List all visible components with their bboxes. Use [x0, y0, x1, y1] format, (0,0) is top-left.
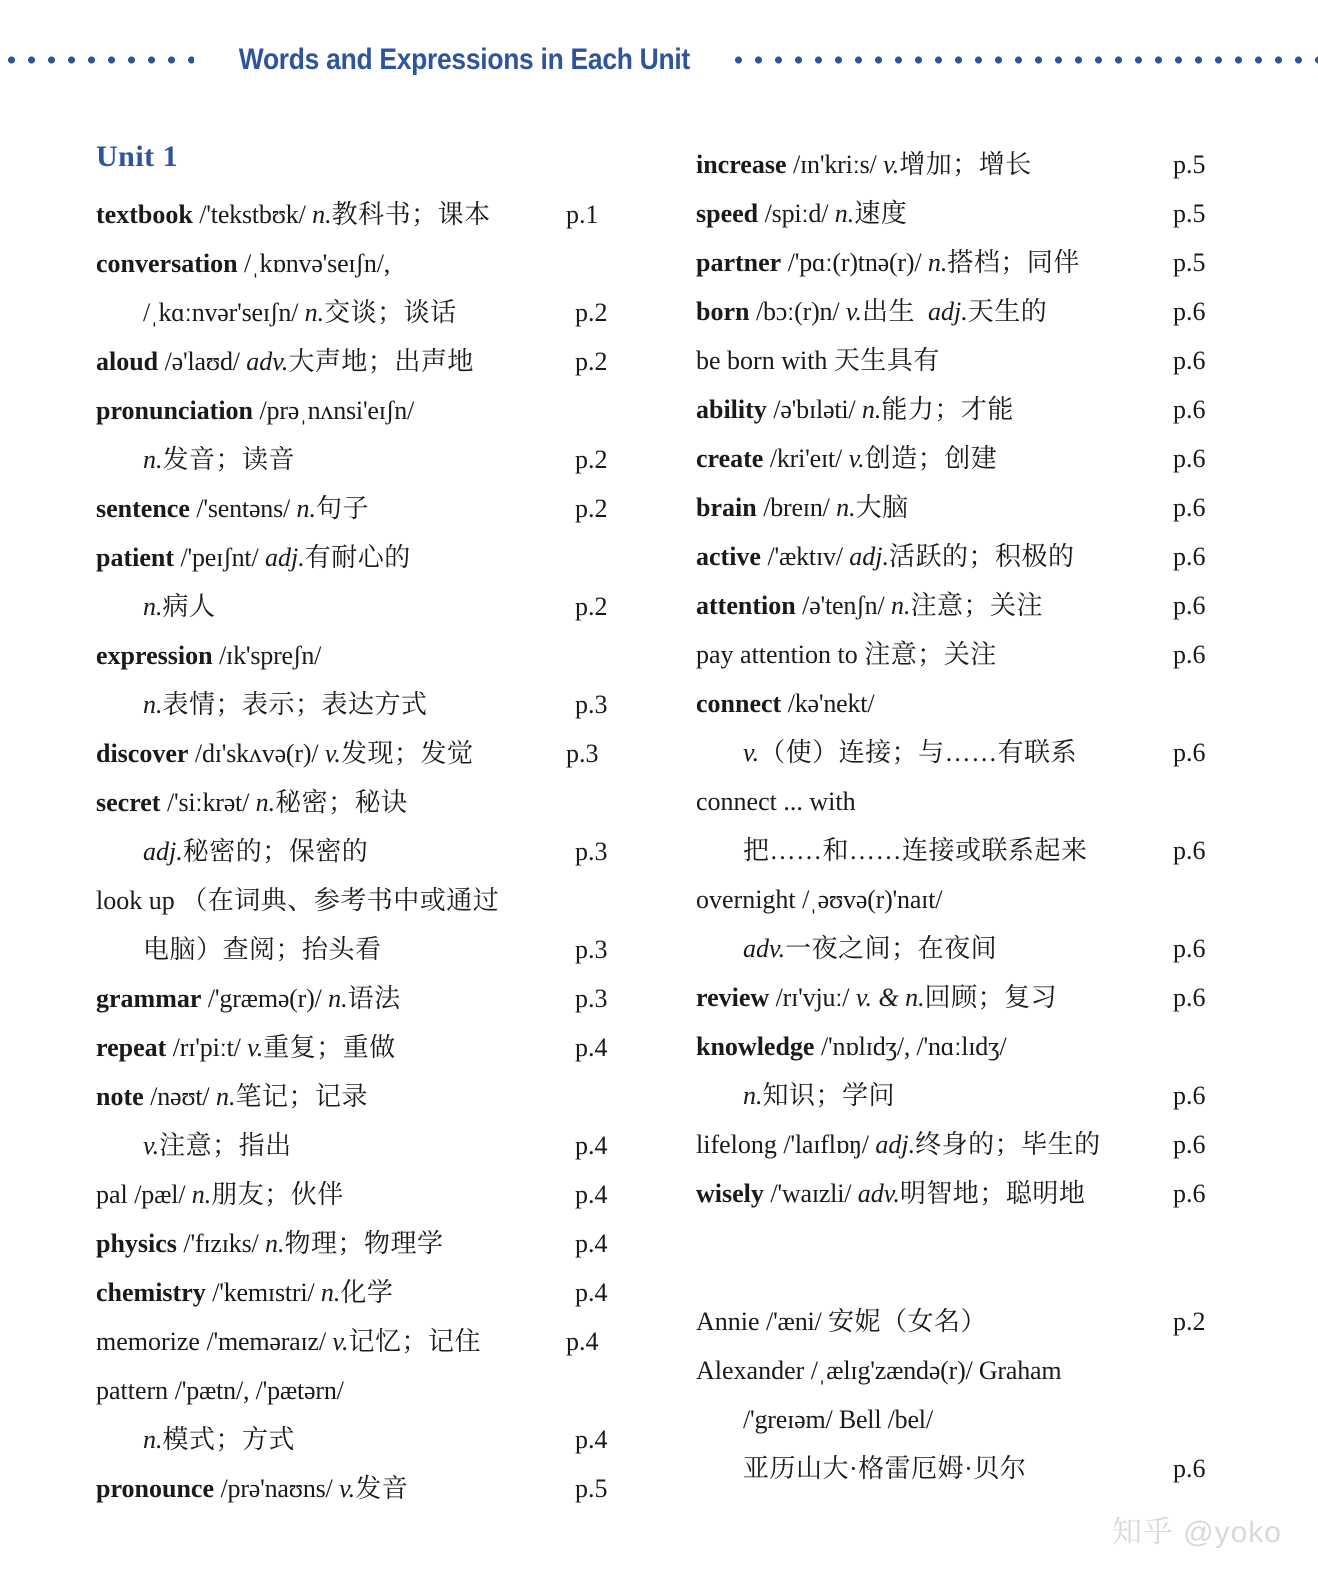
part-of-speech: adj.: [849, 542, 890, 571]
vocabulary-entry: [96, 1219, 660, 1268]
part-of-speech: n.: [836, 493, 856, 522]
headword: note: [96, 1082, 144, 1111]
part-of-speech: n.: [312, 200, 332, 229]
headword: create: [696, 444, 764, 473]
chinese-gloss: 句子: [316, 494, 370, 523]
headword: Alexander: [696, 1356, 805, 1385]
part-of-speech: n.: [304, 298, 325, 327]
vocabulary-entry: [96, 631, 660, 729]
page-reference: p.2: [575, 592, 608, 621]
page-reference: p.2: [575, 298, 608, 327]
headword: connect ... with: [696, 787, 856, 816]
headword: chemistry: [96, 1278, 206, 1307]
page-reference: p.4: [575, 1229, 608, 1258]
page-reference: p.5: [1173, 150, 1206, 179]
part-of-speech: n.: [191, 1180, 212, 1209]
headword: textbook: [96, 200, 193, 229]
entry-line: [96, 1023, 660, 1072]
phonetic-transcription: /'waɪzli/: [770, 1179, 852, 1208]
chinese-gloss: 物理；物理学: [284, 1229, 444, 1258]
page-reference: p.6: [1173, 1179, 1206, 1208]
headword: pattern: [96, 1376, 169, 1405]
part-of-speech: adj.: [143, 837, 183, 866]
headword: lifelong: [696, 1130, 777, 1159]
vocabulary-list-left: [96, 190, 660, 1513]
phonetic-transcription: /spiːd/: [764, 199, 829, 228]
part-of-speech: v.: [339, 1474, 356, 1503]
phonetic-transcription: /'greɪəm/ Bell /bel/: [743, 1405, 933, 1434]
chinese-gloss: 能力；才能: [881, 395, 1014, 424]
page-reference: p.3: [575, 690, 608, 719]
part-of-speech: n.: [890, 591, 911, 620]
phonetic-transcription: /ˌkɑːnvər'seɪʃn/: [143, 298, 299, 327]
page-reference: p.3: [575, 935, 608, 964]
page-reference: p.6: [1173, 297, 1206, 326]
headword: born: [696, 297, 750, 326]
part-of-speech: n.: [296, 494, 317, 523]
page-reference: p.4: [575, 1033, 608, 1062]
chinese-gloss: 模式；方式: [162, 1425, 296, 1454]
chinese-gloss: 天生的: [967, 297, 1048, 326]
chinese-gloss: 化学: [340, 1278, 394, 1307]
chinese-gloss: 教科书；课本: [331, 200, 491, 229]
phonetic-transcription: /'pætn/, /'pætərn/: [174, 1376, 344, 1405]
phonetic-transcription: /'sentəns/: [196, 494, 291, 523]
entry-line: [96, 827, 660, 876]
part-of-speech: n.: [743, 1081, 763, 1110]
vocabulary-entry: [96, 974, 660, 1023]
entry-line: [696, 1395, 933, 1444]
headword: physics: [96, 1229, 177, 1258]
headword: pronunciation: [96, 396, 254, 425]
page-reference: p.6: [1173, 444, 1206, 473]
part-of-speech: n.: [265, 1229, 285, 1258]
vocabulary-entry: [96, 386, 660, 484]
phonetic-transcription: /prəˌnʌnsi'eɪʃn/: [259, 396, 415, 425]
phonetic-transcription: /kri'eɪt/: [769, 444, 843, 473]
entry-line: [96, 680, 660, 729]
part-of-speech: v.: [247, 1033, 264, 1062]
page-reference: p.2: [575, 347, 608, 376]
vocabulary-entry: [96, 1023, 660, 1072]
entry-line: [96, 1170, 660, 1219]
entry-line: [96, 1219, 660, 1268]
page-reference: p.6: [1173, 1454, 1206, 1483]
chinese-gloss: 安妮（女名）: [828, 1307, 988, 1336]
chinese-gloss: 交谈；谈话: [324, 298, 457, 327]
part-of-speech: n.: [143, 1425, 163, 1454]
vocabulary-entry: [96, 337, 660, 386]
part-of-speech: n.: [328, 984, 348, 1013]
chinese-gloss: 记忆；记住: [348, 1327, 482, 1356]
entry-line: [96, 484, 660, 533]
headword: connect: [696, 689, 782, 718]
headword: sentence: [96, 494, 190, 523]
chinese-gloss: 速度: [854, 199, 908, 228]
page-reference: p.3: [566, 739, 599, 768]
phonetic-transcription: /ɪk'spreʃn/: [219, 641, 322, 670]
entry-line: [96, 239, 660, 288]
headword: ability: [696, 395, 767, 424]
chinese-gloss: 表情；表示；表达方式: [162, 690, 428, 719]
chinese-gloss: 朋友；伙伴: [211, 1180, 344, 1209]
vocabulary-entry: [96, 1170, 660, 1219]
chinese-gloss: 终身的；毕生的: [915, 1130, 1101, 1159]
entry-line: [96, 1268, 660, 1317]
phonetic-transcription: /nəʊt/: [150, 1082, 210, 1111]
entry-line: [96, 190, 660, 239]
entry-line: [96, 533, 660, 582]
part-of-speech: n.: [215, 1082, 236, 1111]
chinese-gloss: 病人: [162, 592, 216, 621]
part-of-speech: n.: [143, 690, 163, 719]
headword: secret: [96, 788, 161, 817]
entry-line: [96, 1121, 660, 1170]
entry-line: [96, 435, 660, 484]
headword: Annie: [696, 1307, 760, 1336]
part-of-speech: n.: [255, 788, 276, 817]
entry-line: [96, 1072, 660, 1121]
chinese-gloss: 大声地；出声地: [288, 347, 474, 376]
chinese-gloss: 明智地；聪明地: [899, 1179, 1086, 1208]
part-of-speech: adj.: [928, 297, 968, 326]
entry-line: [696, 924, 1206, 973]
entry-line: [96, 876, 660, 925]
headword: discover: [96, 739, 189, 768]
phonetic-transcription: /kə'nekt/: [787, 689, 875, 718]
entry-line: [696, 1071, 1206, 1120]
page-reference: p.6: [1173, 640, 1206, 669]
part-of-speech: v. & n.: [855, 983, 925, 1012]
headword: memorize: [96, 1327, 200, 1356]
page-reference: p.6: [1173, 542, 1206, 571]
page-reference: p.4: [575, 1278, 608, 1307]
entry-line: [96, 288, 660, 337]
phonetic-transcription: /'nɒlɪdʒ/, /'nɑːlɪdʒ/: [820, 1032, 1007, 1061]
phonetic-transcription: /ə'laʊd/: [164, 347, 240, 376]
headword: speed: [696, 199, 759, 228]
vocabulary-entry: [96, 239, 660, 337]
entry-line: [96, 1366, 660, 1415]
headword: be born with: [696, 346, 828, 375]
headword: review: [696, 983, 770, 1012]
page-reference: p.2: [1173, 1307, 1206, 1336]
page-reference: p.1: [566, 200, 599, 229]
part-of-speech: n.: [143, 445, 163, 474]
part-of-speech: v.: [743, 738, 760, 767]
part-of-speech: v.: [324, 739, 341, 768]
page-reference: p.6: [1173, 591, 1206, 620]
chinese-gloss: 出生: [861, 297, 915, 326]
page-reference: p.6: [1173, 493, 1206, 522]
chinese-gloss: 大脑: [855, 493, 909, 522]
part-of-speech: n.: [861, 395, 882, 424]
page-reference: p.2: [575, 445, 608, 474]
part-of-speech: v.: [143, 1131, 160, 1160]
page-reference: p.6: [1173, 983, 1206, 1012]
phonetic-transcription: /'meməraɪz/: [206, 1327, 326, 1356]
phonetic-transcription: /rɪ'piːt/: [172, 1033, 241, 1062]
phonetic-transcription: /breɪn/: [763, 493, 830, 522]
entry-line: [96, 582, 660, 631]
phonetic-transcription: /ə'tenʃn/: [802, 591, 885, 620]
part-of-speech: n.: [834, 199, 855, 228]
headword: aloud: [96, 347, 159, 376]
chinese-gloss: 知识；学问: [762, 1081, 896, 1110]
phonetic-transcription: /'æni/: [766, 1307, 822, 1336]
phonetic-transcription: /ˌælɪg'zændə(r)/ Graham: [810, 1356, 1062, 1385]
headword: pronounce: [96, 1474, 214, 1503]
page-reference: p.3: [575, 837, 608, 866]
chinese-gloss: （在词典、参考书中或通过: [181, 886, 500, 915]
page-reference: p.6: [1173, 395, 1206, 424]
headword: look up: [96, 886, 175, 915]
headword: pal: [96, 1180, 128, 1209]
vocabulary-entry: [96, 484, 660, 533]
phonetic-transcription: /pæl/: [134, 1180, 186, 1209]
chinese-gloss: 重复；重做: [263, 1033, 396, 1062]
vocabulary-entry: [96, 533, 660, 631]
entry-line: [96, 974, 660, 1023]
phonetic-transcription: /ˌkɒnvə'seɪʃn/,: [244, 249, 391, 278]
phonetic-transcription: /'peɪʃnt/: [180, 543, 259, 572]
entry-line: [96, 1317, 660, 1366]
headword: increase: [696, 150, 787, 179]
part-of-speech: v.: [845, 297, 862, 326]
chinese-gloss: 增加；增长: [899, 150, 1032, 179]
page-reference: p.4: [566, 1327, 599, 1356]
chinese-gloss: 有耐心的: [304, 543, 411, 572]
headword: wisely: [696, 1179, 764, 1208]
entry-line: [96, 778, 660, 827]
vocabulary-entry: [96, 1464, 660, 1513]
phonetic-transcription: /'fɪzɪks/: [183, 1229, 259, 1258]
chinese-gloss: 回顾；复习: [924, 983, 1058, 1012]
chinese-gloss: （使）连接；与……有联系: [759, 738, 1078, 767]
entry-line: [96, 386, 660, 435]
page-reference: p.5: [1173, 248, 1206, 277]
phonetic-transcription: /'græmə(r)/: [207, 984, 322, 1013]
phonetic-transcription: /'tekstbʊk/: [199, 200, 306, 229]
chinese-gloss: 发音: [355, 1474, 409, 1503]
phonetic-transcription: /'kemɪstri/: [212, 1278, 315, 1307]
chinese-gloss: 注意；关注: [864, 640, 997, 669]
phonetic-transcription: /prə'naʊns/: [220, 1474, 333, 1503]
page-reference: p.6: [1173, 346, 1206, 375]
header-dots-left: [8, 38, 194, 82]
headword: knowledge: [696, 1032, 815, 1061]
vocabulary-entry: [96, 729, 660, 778]
entry-line: [696, 826, 1206, 875]
chinese-gloss: 语法: [347, 984, 401, 1013]
vocabulary-entry: [96, 1366, 660, 1464]
page-reference: p.6: [1173, 1081, 1206, 1110]
entry-line: [96, 1415, 660, 1464]
phonetic-transcription: /bɔː(r)n/: [755, 297, 840, 326]
chinese-gloss: 活跃的；积极的: [889, 542, 1075, 571]
chinese-gloss: 天生具有: [833, 346, 940, 375]
phonetic-transcription: /rɪ'vjuː/: [775, 983, 850, 1012]
phonetic-transcription: /ɪn'kriːs/: [793, 150, 877, 179]
chinese-gloss: 把……和……连接或联系起来: [743, 836, 1088, 865]
page-reference: p.4: [575, 1180, 608, 1209]
chinese-gloss: 发现；发觉: [340, 739, 474, 768]
chinese-gloss: 注意；关注: [910, 591, 1043, 620]
chinese-gloss: 秘密；秘诀: [275, 788, 408, 817]
entry-line: [696, 728, 1206, 777]
phonetic-transcription: /ə'bɪləti/: [773, 395, 856, 424]
headword: repeat: [96, 1033, 167, 1062]
headword: brain: [696, 493, 757, 522]
entry-line: [96, 631, 660, 680]
part-of-speech: adj.: [875, 1130, 916, 1159]
header-dots-right: [735, 38, 1318, 82]
part-of-speech: v.: [332, 1327, 349, 1356]
entry-line: [96, 729, 660, 778]
page-reference: p.6: [1173, 836, 1206, 865]
phonetic-transcription: /'pɑː(r)tnə(r)/: [787, 248, 922, 277]
vocabulary-entry: [96, 778, 660, 876]
page-reference: p.6: [1173, 738, 1206, 767]
page-reference: p.3: [575, 984, 608, 1013]
chinese-gloss: 秘密的；保密的: [182, 837, 369, 866]
part-of-speech: adv.: [857, 1179, 900, 1208]
phonetic-transcription: /dɪ'skʌvə(r)/: [194, 739, 319, 768]
vocabulary-entry: [96, 190, 660, 239]
part-of-speech: n.: [143, 592, 163, 621]
part-of-speech: v.: [883, 150, 900, 179]
page-reference: p.6: [1173, 1130, 1206, 1159]
page-reference: p.2: [575, 494, 608, 523]
part-of-speech: n.: [320, 1278, 341, 1307]
page-reference: p.4: [575, 1425, 608, 1454]
entry-line: [96, 925, 660, 974]
part-of-speech: adj.: [264, 543, 305, 572]
headword: partner: [696, 248, 782, 277]
page-reference: p.5: [575, 1474, 608, 1503]
vocabulary-entry: [96, 1072, 660, 1170]
chinese-gloss: 亚历山大·格雷厄姆·贝尔: [743, 1454, 1027, 1483]
entry-line: [696, 1444, 1206, 1493]
entry-line: [96, 337, 660, 386]
phonetic-transcription: /'æktɪv/: [767, 542, 843, 571]
headword: attention: [696, 591, 796, 620]
part-of-speech: adv.: [743, 934, 786, 963]
vocabulary-entry: [96, 1317, 660, 1366]
vocabulary-column-left: [0, 140, 660, 1513]
phonetic-transcription: /'laɪflɒŋ/: [783, 1130, 869, 1159]
unit-heading: Unit 1: [96, 140, 179, 173]
headword: expression: [96, 641, 213, 670]
vocabulary-entry: [96, 876, 660, 974]
chinese-gloss: 电脑）查阅；抬头看: [143, 935, 382, 964]
chinese-gloss: 注意；指出: [159, 1131, 292, 1160]
chinese-gloss: 笔记；记录: [235, 1082, 368, 1111]
chinese-gloss: 一夜之间；在夜间: [785, 934, 998, 963]
headword: conversation: [96, 249, 238, 278]
page-reference: p.4: [575, 1131, 608, 1160]
headword: grammar: [96, 984, 202, 1013]
headword: overnight: [696, 885, 796, 914]
part-of-speech: n.: [927, 248, 948, 277]
chinese-gloss: 创造；创建: [864, 444, 998, 473]
headword: active: [696, 542, 761, 571]
headword: patient: [96, 543, 174, 572]
page-reference: p.5: [1173, 199, 1206, 228]
part-of-speech: v.: [848, 444, 865, 473]
phonetic-transcription: /'siːkrət/: [166, 788, 250, 817]
part-of-speech: adv.: [246, 347, 289, 376]
headword: pay attention to: [696, 640, 858, 669]
chinese-gloss: 发音；读音: [162, 445, 296, 474]
vocabulary-columns: [0, 140, 1318, 1513]
watermark: 知乎 @yoko: [1111, 1516, 1282, 1549]
phonetic-transcription: /ˌəʊvə(r)'naɪt/: [802, 885, 943, 914]
entry-line: [96, 1464, 660, 1513]
chinese-gloss: 搭档；同伴: [947, 248, 1080, 277]
page-header: [0, 38, 1318, 82]
page-reference: p.6: [1173, 934, 1206, 963]
page-title: Words and Expressions in Each Unit: [238, 43, 690, 76]
vocabulary-entry: [96, 1268, 660, 1317]
